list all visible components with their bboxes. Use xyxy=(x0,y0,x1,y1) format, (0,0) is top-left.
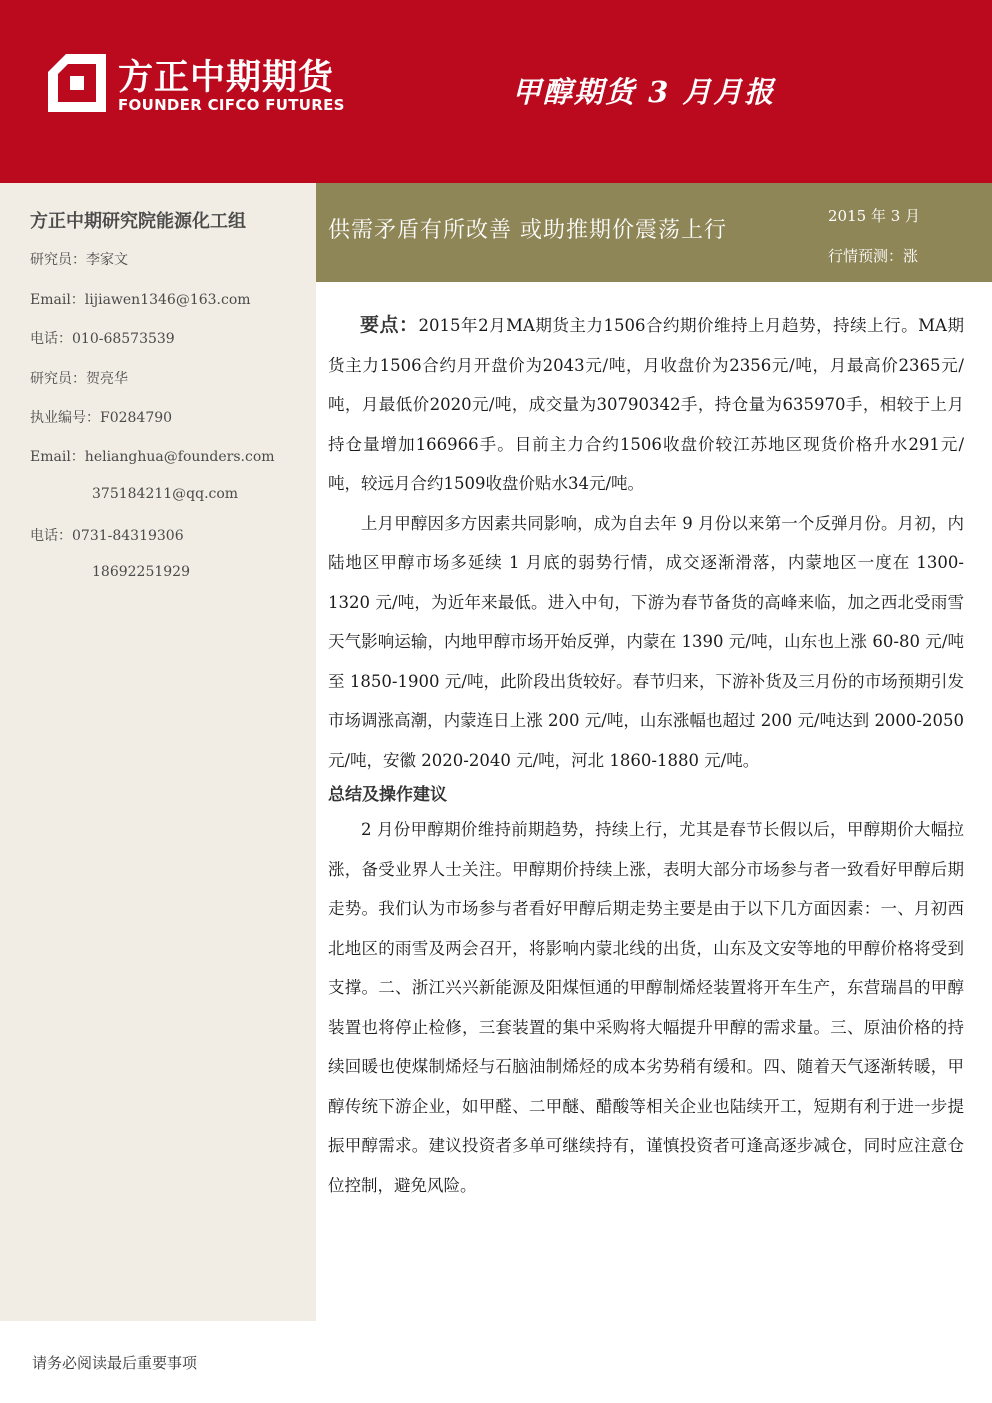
researcher-2-mobile: 18692251929 xyxy=(92,564,190,580)
researcher-2-license: 执业编号：F0284790 xyxy=(30,410,173,426)
research-group-name: 方正中期研究院能源化工组 xyxy=(30,211,246,232)
logo-chinese-name: 方正中期期货 xyxy=(118,58,335,98)
logo-english-name: FOUNDER CIFCO FUTURES xyxy=(118,96,345,114)
headline-banner xyxy=(316,183,992,282)
report-header xyxy=(0,0,992,183)
author-sidebar xyxy=(0,183,316,1321)
researcher-2-email-alt: 375184211@qq.com xyxy=(92,486,239,502)
report-title: 甲醇期货 3 月月报 xyxy=(512,75,776,109)
summary-paragraph: 2 月份甲醇期价维持前期趋势，持续上行，尤其是春节长假以后，甲醇期价大幅拉涨，备受业界人士关注。甲醇期价持续上涨，表明大部分市场参与者一致看好甲醇后期走势。我们认为市场参与者看好甲醇后期走势主要是由于以下几方面因素：一、月初西北地区的雨雪及两会召开，将影响内蒙北线的出货，山东及文安等地的甲醇价格将受到支撑。二、浙江兴兴新能源及阳煤恒通的甲醇制烯烃装置将开车生产，东营瑞昌的甲醇装置也将停止检修，三套装置的集中采购将大幅提升甲醇的需求量。三、原油价格的持续回暖也使煤制烯烃与石脑油制烯烃的成本劣势稍有缓和。四、随着天气逐渐转暖，甲醇传统下游企业，如甲醛、二甲醚、醋酸等相关企业也陆续开工，短期有利于进一步提振甲醇需求。建议投资者多单可继续持有，谨慎投资者可逢高逐步减仓，同时应注意仓位控制，避免风险。 xyxy=(328,820,964,1195)
report-body xyxy=(328,306,964,1205)
market-forecast: 行情预测：涨 xyxy=(828,247,919,265)
key-points-paragraph xyxy=(328,306,964,504)
researcher-1-name: 研究员：李家文 xyxy=(30,252,128,268)
report-date: 2015 年 3 月 xyxy=(828,207,921,225)
founder-logo-icon xyxy=(48,54,106,112)
headline-title: 供需矛盾有所改善 或助推期价震荡上行 xyxy=(328,218,727,243)
researcher-2-name: 研究员：贺亮华 xyxy=(30,371,128,387)
disclaimer-note: 请务必阅读最后重要事项 xyxy=(32,1354,198,1372)
key-points-text: 2015年2月MA期货主力1506合约期价维持上月趋势，持续上行。MA期货主力1506合约月开盘价为2043元/吨，月收盘价为2356元/吨，月最高价2365元/吨，月最低价2020元/吨，成交量为30790342手，持仓量为635970手，相较于上月持仓量增加166966手。目前主力合约1506收盘价较江苏地区现货价格升水291元/吨，较远月合约1509收盘价贴水34元/吨。 xyxy=(328,316,964,493)
market-review-paragraph: 上月甲醇因多方因素共同影响，成为自去年 9 月份以来第一个反弹月份。月初，内陆地区甲醇市场多延续 1 月底的弱势行情，成交逐渐滑落，内蒙地区一度在 1300-1320 元/吨，为近年来最低。进入中旬，下游为春节备货的高峰来临，加之西北受雨雪天气影响运输，内地甲醇市场开始反弹，内蒙在 1390 元/吨，山东也上涨 60-80 元/吨至 1850-1900 元/吨，此阶段出货较好。春节归来，下游补货及三月份的市场预期引发市场调涨高潮，内蒙连日上涨 200 元/吨，山东涨幅也超过 200 元/吨达到 2000-2050 元/吨，安徽 2020-2040 元/吨，河北 1860-1880 元/吨。 xyxy=(328,513,964,770)
researcher-2-email: Email：helianghua@founders.com xyxy=(30,449,275,465)
researcher-1-phone: 电话：010-68573539 xyxy=(30,331,175,347)
researcher-2-phone: 电话：0731-84319306 xyxy=(30,528,184,544)
key-points-label: 要点： xyxy=(360,314,419,336)
researcher-1-email: Email：lijiawen1346@163.com xyxy=(30,292,251,308)
summary-heading: 总结及操作建议 xyxy=(328,785,447,805)
